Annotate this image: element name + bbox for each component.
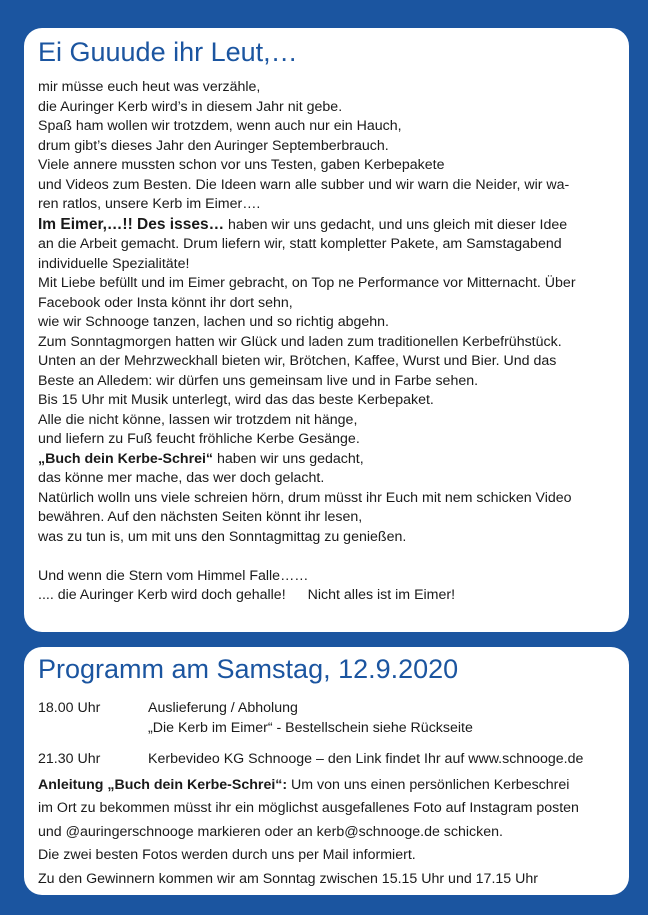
instructions-line: im Ort zu bekommen müsst ihr ein möglichst ausgefallenes Foto auf Instagram posten — [38, 800, 579, 816]
text-line: und Videos zum Besten. Die Ideen warn alle subber und wir warn die Neider, wir wa- — [38, 176, 570, 193]
instructions-line: Die zwei besten Fotos werden durch uns per Mail informiert. — [38, 847, 416, 863]
text-line: Bis 15 Uhr mit Musik unterlegt, wird das das beste Kerbepaket. — [38, 392, 434, 408]
instructions-heading: Anleitung „Buch dein Kerbe-Schrei“: — [38, 776, 288, 793]
text-line: die Auringer Kerb wird’s in diesem Jahr nit gebe. — [38, 98, 343, 115]
program-heading: Programm am Samstag, 12.9.2020 — [38, 654, 459, 684]
text-line: Beste an Alledem: wir dürfen uns gemeinsam live und in Farbe sehen. — [38, 372, 479, 389]
text-line: das könne mer mache, das wer doch gelacht. — [38, 470, 325, 486]
eimer-emphasis: Im Eimer,…!! Des isses… — [38, 215, 225, 233]
closing-part: .... die Auringer Kerb wird doch gehalle! — [38, 587, 286, 603]
schedule-desc — [148, 699, 615, 738]
text-line: Spaß ham wollen wir trotzdem, wenn auch nur ein Hauch, — [38, 118, 402, 134]
program-panel — [24, 647, 629, 895]
text-line: Alle die nicht könne, lassen wir trotzdem nit hänge, — [38, 411, 358, 428]
text-line: Facebook oder Insta könnt ihr dort sehn, — [38, 294, 293, 311]
schedule-desc-line: Auslieferung / Abholung — [148, 700, 298, 716]
instructions-rest: Um von uns einen persönlichen Kerbeschrei — [287, 776, 570, 793]
schedule-time: 21.30 Uhr — [38, 751, 101, 767]
text-line: bewähren. Auf den nächsten Seiten könnt ihr lesen, — [38, 509, 363, 525]
text-line: Unten an der Mehrzweckhall bieten wir, Brötchen, Kaffee, Wurst und Bier. Und das — [38, 353, 557, 369]
intro-heading: Ei Guuude ihr Leut,… — [38, 37, 298, 67]
closing-part: Nicht alles ist im Eimer! — [307, 587, 456, 603]
text-line: Viele annere mussten schon vor uns Testen, gaben Kerbepakete — [38, 157, 445, 173]
instructions-line — [38, 774, 615, 798]
schedule-row — [38, 750, 615, 770]
schedule-desc — [148, 750, 615, 770]
spacer — [38, 547, 615, 567]
instructions-line: und @auringerschnooge markieren oder an kerb@schnooge.de schicken. — [38, 823, 503, 840]
instructions — [38, 774, 615, 892]
text-line: und liefern zu Fuß feucht fröhliche Kerbe Gesänge. — [38, 431, 360, 447]
text-line: wie wir Schnooge tanzen, lachen und so richtig abgehn. — [38, 314, 389, 330]
text-line: Zum Sonntagmorgen hatten wir Glück und laden zum traditionellen Kerbefrühstück. — [38, 333, 562, 350]
eimer-line — [38, 215, 615, 236]
closing-line: Und wenn die Stern vom Himmel Falle…… — [38, 567, 309, 584]
schedule-time: 18.00 Uhr — [38, 700, 101, 716]
intro-text — [38, 78, 615, 606]
instructions-line: Zu den Gewinnern kommen wir am Sonntag zwischen 15.15 Uhr und 17.15 Uhr — [38, 870, 538, 887]
text-line: individuelle Spezialitäte! — [38, 255, 190, 272]
eimer-rest: haben wir uns gedacht, und uns gleich mit dieser Idee — [224, 216, 568, 233]
text-line: drum gibt’s dieses Jahr den Auringer Septemberbrauch. — [38, 137, 389, 154]
schedule-desc-line: „Die Kerb im Eimer“ - Bestellschein siehe Rückseite — [148, 719, 473, 736]
text-line: an die Arbeit gemacht. Drum liefern wir, statt kompletter Pakete, am Samstagabend — [38, 236, 562, 252]
text-line: Natürlich wolln uns viele schreien hörn, drum müsst ihr Euch mit nem schicken Video — [38, 489, 572, 506]
schrei-rest: haben wir uns gedacht, — [213, 450, 364, 467]
closing-line — [38, 586, 615, 606]
schrei-line — [38, 450, 615, 470]
intro-panel — [24, 28, 629, 632]
text-line: mir müsse euch heut was verzähle, — [38, 79, 261, 95]
text-line: ren ratlos, unsere Kerb im Eimer…. — [38, 196, 261, 212]
schedule-row — [38, 699, 615, 738]
text-line: Mit Liebe befüllt und im Eimer gebracht, on Top ne Performance vor Mitternacht. Über — [38, 275, 576, 291]
text-line: was zu tun is, um mit uns den Sonntagmittag zu genießen. — [38, 528, 407, 545]
schedule-desc-line: Kerbevideo KG Schnooge – den Link findet Ihr auf www.schnooge.de — [148, 751, 584, 767]
schrei-emphasis: „Buch dein Kerbe-Schrei“ — [38, 450, 214, 467]
